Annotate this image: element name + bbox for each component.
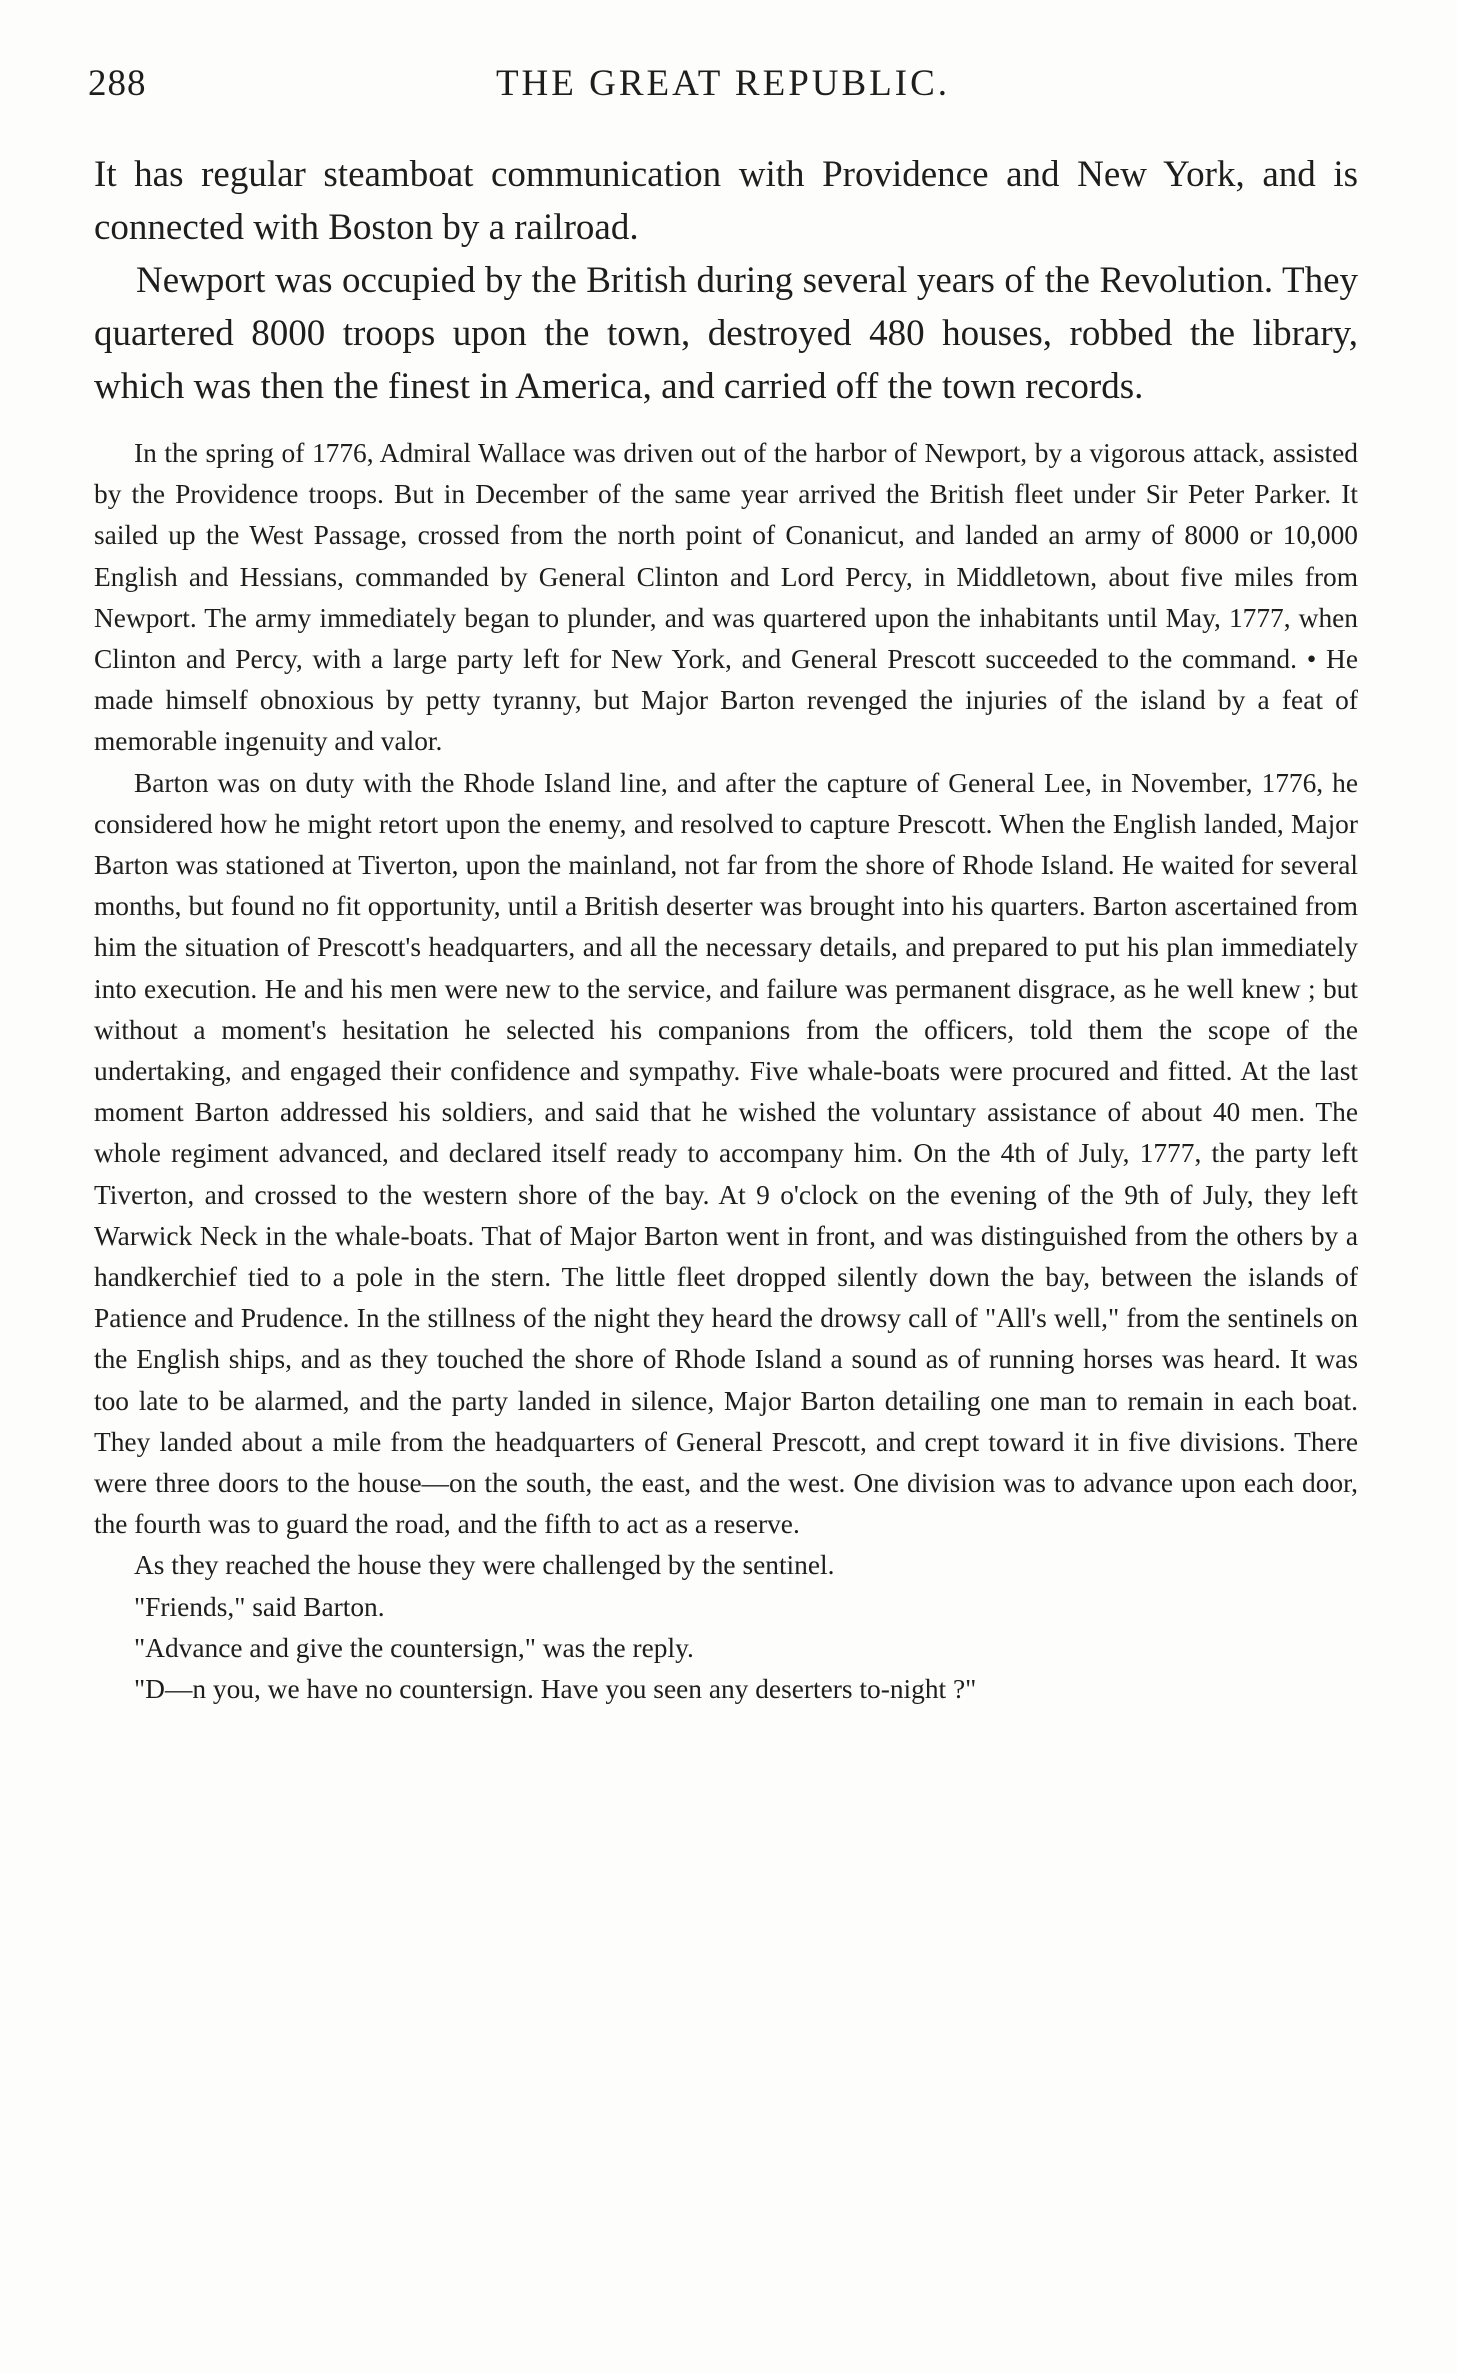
running-title: THE GREAT REPUBLIC. [495,63,951,104]
body-text [94,148,1358,1710]
page-number: 288 [88,63,147,104]
paragraph: "Advance and give the countersign," was the reply. [134,1632,694,1663]
main-text [94,148,1358,413]
paragraph: It has regular steamboat communication with Providence and New York, and is connected with Boston by a railroad. [94,154,1358,248]
small-print-text [94,433,1358,1710]
paragraph: As they reached the house they were challenged by the sentinel. [134,1550,835,1581]
paragraph: "Friends," said Barton. [134,1591,385,1622]
paragraph: In the spring of 1776, Admiral Wallace was driven out of the harbor of Newport, by a vigorous attack, assisted by the Providence troops. But in December of the same year arrived the British fleet under Sir Peter Parker. It sailed up the West Passage, crossed from the north point of Conanicut, and landed an army of 8000 or 10,000 English and Hessians, commanded by General Clinton and Lord Percy, in Middletown, about five miles from Newport. The army immediately began to plunder, and was quartered upon the inhabitants until May, 1777, when Clinton and Percy, with a large party left for New York, and General Prescott succeeded to the command. • He made himself obnoxious by petty tyranny, but Major Barton revenged the injuries of the island by a feat of memorable ingenuity and valor. [94,438,1358,757]
paragraph: "D—n you, we have no countersign. Have you seen any deserters to-night ?" [134,1674,977,1705]
paragraph: Newport was occupied by the British during several years of the Revolution. They quartered 8000 troops upon the town, destroyed 480 houses, robbed the library, which was then the finest in America, and carried off the town records. [94,260,1358,407]
page-header [88,62,1358,112]
paragraph: Barton was on duty with the Rhode Island line, and after the capture of General Lee, in November, 1776, he considered how he might retort upon the enemy, and resolved to capture Prescott. When the English landed, Major Barton was stationed at Tiverton, upon the mainland, not far from the shore of Rhode Island. He waited for several months, but found no fit opportunity, until a British deserter was brought into his quarters. Barton ascertained from him the situation of Prescott's headquarters, and all the necessary details, and prepared to put his plan immediately into execution. He and his men were new to the service, and failure was permanent disgrace, as he well knew ; but without a moment's hesitation he selected his companions from the officers, told them the scope of the undertaking, and engaged their confidence and sympathy. Five whale-boats were procured and fitted. At the last moment Barton addressed his soldiers, and said that he wished the voluntary assistance of about 40 men. The whole regiment advanced, and declared itself ready to accompany him. On the 4th of July, 1777, the party left Tiverton, and crossed to the western shore of the bay. At 9 o'clock on the evening of the 9th of July, they left Warwick Neck in the whale-boats. That of Major Barton went in front, and was distinguished from the others by a handkerchief tied to a pole in the stern. The little fleet dropped silently down the bay, between the islands of Patience and Prudence. In the stillness of the night they heard the drowsy call of "All's well," from the sentinels on the English ships, and as they touched the shore of Rhode Island a sound as of running horses was heard. It was too late to be alarmed, and the party landed in silence, Major Barton detailing one man to remain in each boat. They landed about a mile from the headquarters of General Prescott, and crept toward it in five divisions. There were three doors to the house—on the south, the east, and the west. One division was to advance upon each door, the fourth was to guard the road, and the fifth to act as a reserve. [94,767,1358,1540]
